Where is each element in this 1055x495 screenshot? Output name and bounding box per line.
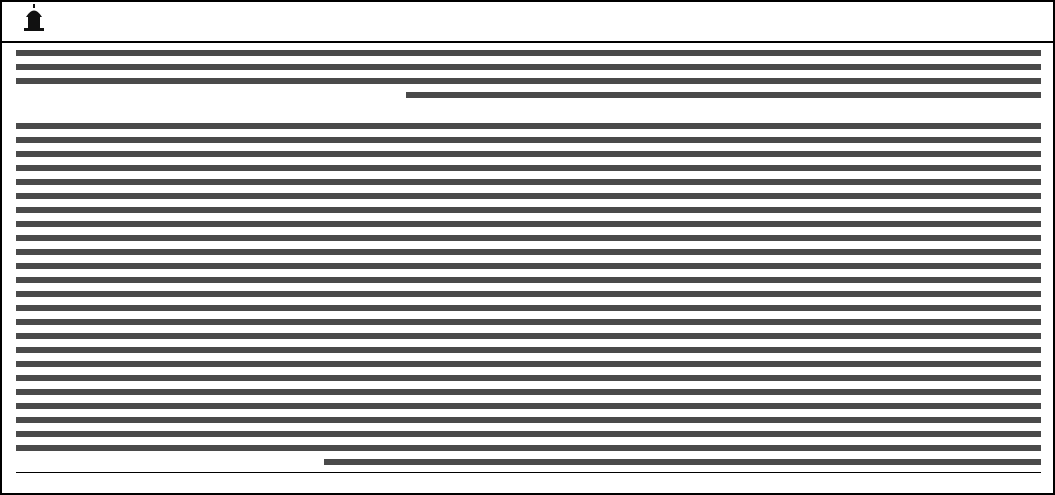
clause-text-line — [16, 235, 1041, 241]
intro-text-lines — [16, 46, 1041, 102]
clause-text-line — [324, 459, 1042, 465]
emblem-caption — [4, 32, 68, 41]
clauses-paragraph — [16, 119, 1041, 469]
clause-text-line — [16, 347, 1041, 353]
clause-text-line — [16, 207, 1041, 213]
notice-footer — [16, 472, 1041, 491]
notice-title — [202, 7, 852, 35]
signature-line — [156, 475, 676, 489]
clause-text-line — [16, 305, 1041, 311]
clause-text-line — [16, 333, 1041, 339]
clause-text-line — [16, 221, 1041, 227]
conditions-title — [332, 102, 722, 118]
notice-header — [2, 2, 1053, 43]
clause-text-line — [16, 375, 1041, 381]
clauses-text-lines — [16, 119, 1041, 469]
clause-text-line — [16, 403, 1041, 409]
clause-text-line — [16, 361, 1041, 367]
clause-text-line — [16, 193, 1041, 199]
ad-number — [716, 475, 1041, 489]
clause-text-line — [16, 249, 1041, 255]
clause-text-line — [16, 319, 1041, 325]
intro-paragraph — [16, 46, 1041, 102]
clause-text-line — [16, 389, 1041, 395]
dome-emblem-icon — [4, 4, 64, 39]
clause-text-line — [16, 165, 1041, 171]
clause-text-line — [16, 445, 1041, 451]
clause-text-line — [16, 123, 1041, 129]
clause-text-line — [16, 263, 1041, 269]
clause-text-line — [16, 151, 1041, 157]
clause-text-line — [16, 137, 1041, 143]
clause-text-line — [16, 179, 1041, 185]
clause-text-line — [16, 417, 1041, 423]
clause-text-line — [16, 277, 1041, 283]
clause-text-line — [16, 431, 1041, 437]
clause-text-line — [16, 291, 1041, 297]
